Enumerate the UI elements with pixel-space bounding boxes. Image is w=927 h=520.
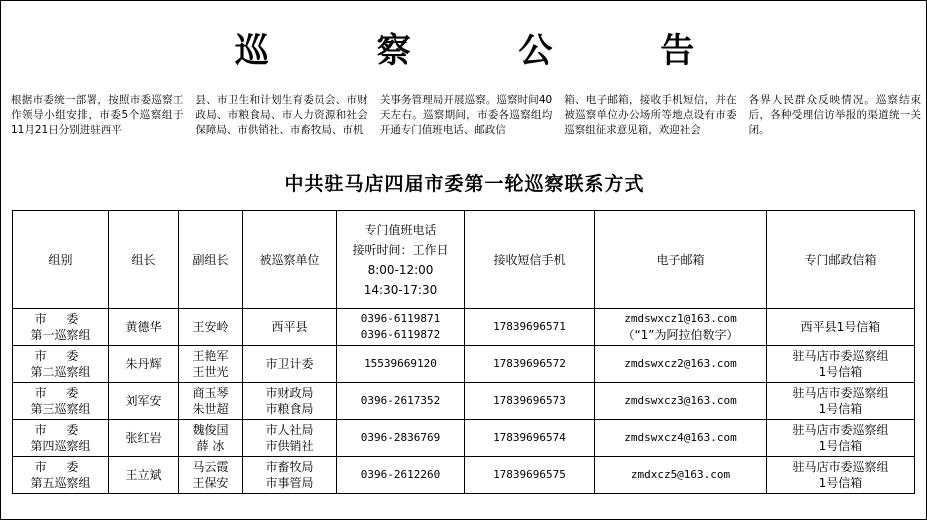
leader-cell: 黄德华 [109,309,179,346]
deputy-line: 王保安 [192,476,229,490]
deputy-cell [179,457,243,494]
group-cell [13,346,109,383]
phone-line: 0396-2836769 [360,431,441,444]
header-phone-line: 8:00-12:00 [367,262,434,277]
deputy-line: 商玉琴 [192,386,229,400]
sms-cell: 17839696571 [465,309,595,346]
email-cell [595,346,767,383]
mail-line: 驻马店市委巡察组 [792,460,889,474]
phone-cell [337,420,465,457]
deputy-cell [179,383,243,420]
phone-cell [337,457,465,494]
contacts-subtitle: 中共驻马店四届市委第一轮巡察联系方式 [284,173,645,195]
group-line: 第五巡察组 [30,476,91,490]
header-group: 组别 [13,211,109,309]
email-cell [595,383,767,420]
notice-column-1: 根据市委统一部署，按照市委巡察工作领导小组安排，市委5个巡察组于11月21日分别进驻西平 [11,94,184,136]
group-cell [13,309,109,346]
phone-cell [337,383,465,420]
header-mail: 专门邮政信箱 [767,211,915,309]
table-header-row [13,211,915,309]
unit-line: 市卫计委 [265,357,314,371]
mail-cell [767,383,915,420]
mail-cell [767,309,915,346]
mail-line: 1号信箱 [818,365,863,379]
email-link[interactable]: zmdxcz5@163.com [630,468,731,481]
mail-line: 1号信箱 [818,439,863,453]
group-cell [13,420,109,457]
leader-cell: 张红岩 [109,420,179,457]
table-row [13,346,915,383]
header-email: 电子邮箱 [595,211,767,309]
mail-line: 驻马店市委巡察组 [792,349,889,363]
phone-cell [337,309,465,346]
email-cell [595,457,767,494]
phone-line: 0396-2617352 [360,394,441,407]
header-phone [337,211,465,309]
email-link[interactable]: zmdswxcz4@163.com [624,431,737,444]
header-phone-line: 14:30-17:30 [363,282,438,297]
header-phone-line: 接听时间：工作日 [352,242,449,257]
page-title: 巡 察 公 告 [234,31,743,71]
unit-cell [243,383,337,420]
unit-cell [243,420,337,457]
notice-column-4: 箱、电子邮箱，接收手机短信，并在被巡察单位办公场所等地点设有市委巡察组征求意见箱，欢迎社会 [564,94,737,136]
unit-line: 西平县 [271,320,308,334]
leader-cell: 朱丹辉 [109,346,179,383]
table-row [13,309,915,346]
mail-cell [767,457,915,494]
header-sms: 接收短信手机 [465,211,595,309]
header-deputy: 副组长 [179,211,243,309]
deputy-line: 王艳军 [192,349,229,363]
group-line: 市 委 [34,386,87,400]
deputy-line: 薛 冰 [196,439,225,453]
unit-line: 市事管局 [265,476,314,490]
deputy-line: 魏俊国 [192,423,229,437]
contacts-table [12,210,915,494]
email-link[interactable]: zmdswxcz2@163.com [624,357,737,370]
sms-cell: 17839696572 [465,346,595,383]
group-line: 第二巡察组 [30,365,91,379]
unit-cell [243,309,337,346]
notice-column-3: 关事务管理局开展巡察。巡察时间40天左右。巡察期间，市委各巡察组均开通专门值班电话、邮政信 [379,94,553,136]
email-cell [595,420,767,457]
mail-cell [767,346,915,383]
notice-column-2: 县、市卫生和计划生育委员会、市财政局、市粮食局、市人力资源和社会保障局、市供销社、市畜牧局、市机 [195,94,368,136]
deputy-line: 王安岭 [192,320,229,334]
header-leader: 组长 [109,211,179,309]
sms-cell: 17839696575 [465,457,595,494]
notice-column-5: 各界人民群众反映情况。巡察结束后，各种受理信访举报的渠道统一关闭。 [748,94,922,136]
phone-cell [337,346,465,383]
mail-line: 驻马店市委巡察组 [792,423,889,437]
header-unit: 被巡察单位 [243,211,337,309]
unit-line: 市财政局 [265,386,314,400]
deputy-line: 马云霞 [192,460,229,474]
header-phone-line: 专门值班电话 [364,222,437,237]
unit-cell [243,457,337,494]
phone-line: 0396-6119871 [360,312,441,325]
group-cell [13,383,109,420]
group-line: 第四巡察组 [30,439,91,453]
phone-line: 0396-2612260 [360,468,441,481]
sms-cell: 17839696573 [465,383,595,420]
group-line: 市 委 [34,349,87,363]
group-line: 市 委 [34,312,87,326]
email-cell [595,309,767,346]
unit-line: 市人社局 [265,423,314,437]
group-line: 第一巡察组 [30,328,91,342]
deputy-line: 朱世超 [192,402,229,416]
unit-line: 市粮食局 [265,402,314,416]
mail-line: 1号信箱 [818,476,863,490]
group-line: 第三巡察组 [30,402,91,416]
email-link[interactable]: zmdswxcz1@163.com [624,312,737,325]
group-line: 市 委 [34,423,87,437]
email-link[interactable]: zmdswxcz3@163.com [624,394,737,407]
unit-cell [243,346,337,383]
unit-line: 市畜牧局 [265,460,314,474]
group-line: 市 委 [34,460,87,474]
mail-cell [767,420,915,457]
deputy-cell [179,420,243,457]
table-row [13,420,915,457]
deputy-cell [179,309,243,346]
unit-line: 市供销社 [265,439,314,453]
leader-cell: 刘军安 [109,383,179,420]
table-row [13,383,915,420]
deputy-line: 王世光 [192,365,229,379]
mail-line: 西平县1号信箱 [800,320,881,334]
deputy-cell [179,346,243,383]
mail-line: 驻马店市委巡察组 [792,386,889,400]
table-row [13,457,915,494]
phone-line: 15539669120 [364,357,437,370]
mail-line: 1号信箱 [818,402,863,416]
notice-text [11,93,921,138]
phone-line: 0396-6119872 [360,328,441,341]
group-cell [13,457,109,494]
sms-cell: 17839696574 [465,420,595,457]
leader-cell: 王立斌 [109,457,179,494]
email-note: （“1”为阿拉伯数字） [622,328,739,342]
